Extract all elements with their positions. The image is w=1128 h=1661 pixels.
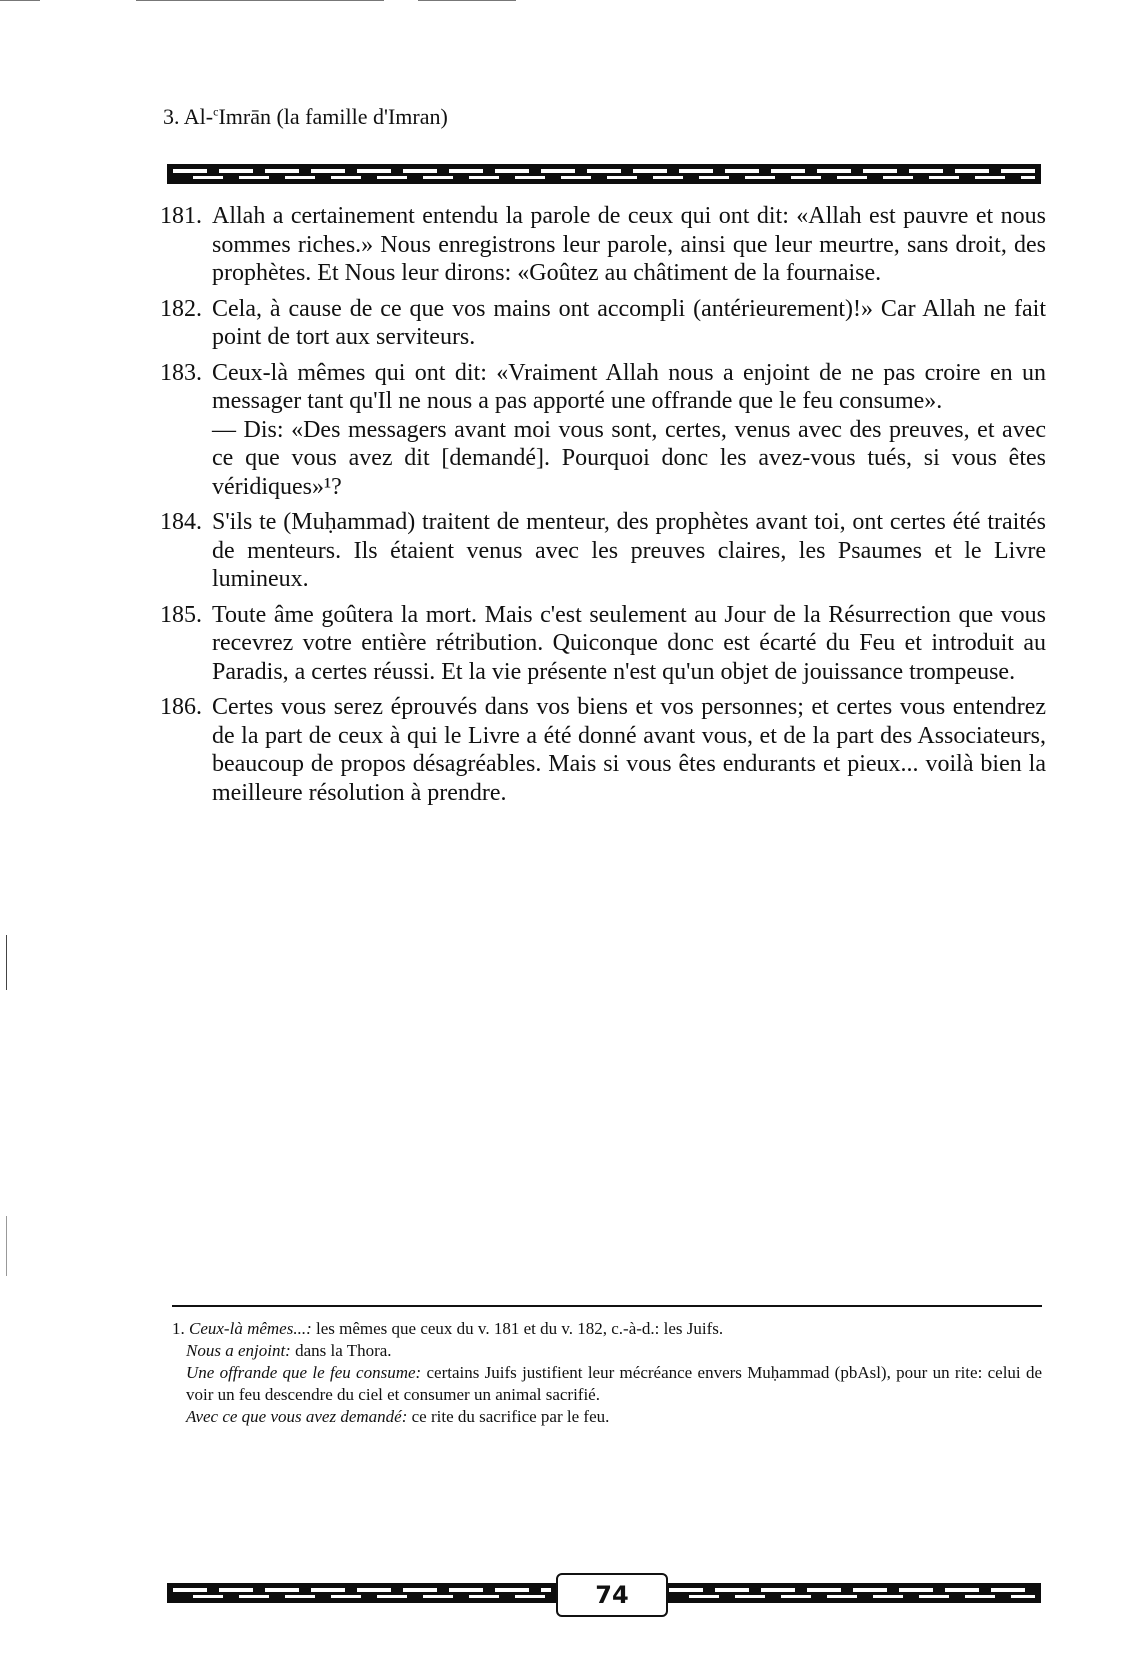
verse-item <box>160 693 1046 807</box>
verse-text <box>212 202 1046 288</box>
scan-edge-mark <box>6 935 7 990</box>
verse-paragraph: — Dis: «Des messagers avant moi vous sont, certes, venus avec des preuves, et avec ce que vous avez dit [demandé]. Pourquoi donc les avez-vous tués, si vous êtes véridiques»¹? <box>212 416 1046 500</box>
footnote-line <box>172 1406 1042 1428</box>
verse-number: 186. <box>160 694 202 720</box>
verse-text <box>212 295 1046 352</box>
verse-item <box>160 508 1046 594</box>
verse-text <box>212 508 1046 594</box>
verse-paragraph: Cela, à cause de ce que vos mains ont accompli (antérieurement)!» Car Allah ne fait point de tort aux serviteurs. <box>212 295 1046 350</box>
verse-item <box>160 601 1046 687</box>
verse-number: 184. <box>160 509 202 535</box>
page-number: 74 <box>556 1573 668 1617</box>
verse-number: 183. <box>160 359 202 386</box>
verse-number: 182. <box>160 295 202 322</box>
footnote-term: Nous a enjoint: <box>186 1341 291 1360</box>
scan-edge-mark <box>418 0 516 1</box>
running-head <box>163 104 448 130</box>
scan-edge-mark <box>136 0 384 1</box>
verse-text <box>212 693 1046 807</box>
verse-paragraph: Certes vous serez éprouvés dans vos biens et vos personnes; et certes vous entendrez de la part de ceux à qui le Livre a été donné avant vous, et de la part des Associateurs, beaucoup de propos désagréables. Mais si vous êtes endurants et pieux... voilà bien la meilleure résolution à prendre. <box>212 694 1046 806</box>
verse-text <box>212 359 1046 502</box>
footnote-text: certains Juifs justifient leur mécréance envers Muḥammad (pbAsl), pour un rite: celui de voir un feu descendre du ciel et consumer un animal sacrifié. <box>186 1363 1042 1404</box>
footnote-term: Une offrande que le feu consume: <box>186 1363 422 1382</box>
footnote-rule <box>172 1305 1042 1307</box>
verse-text <box>212 601 1046 687</box>
footnote-line <box>172 1362 1042 1406</box>
footnotes <box>172 1318 1042 1428</box>
footnote-line <box>172 1340 1042 1362</box>
verse-item <box>160 295 1046 352</box>
footnote-term: Avec ce que vous avez demandé: <box>186 1407 408 1426</box>
verse-paragraph: S'ils te (Muḥammad) traitent de menteur, des prophètes avant toi, ont certes été traités de menteurs. Ils étaient venus avec les preuves claires, les Psaumes et le Livre lumineux. <box>212 509 1046 592</box>
verse-paragraph: Toute âme goûtera la mort. Mais c'est seulement au Jour de la Résurrection que vous recevrez votre entière rétribution. Quiconque donc est écarté du Feu et introduit au Paradis, a certes réussi. Et la vie présente n'est qu'un objet de jouissance trompeuse. <box>212 601 1046 685</box>
verse-list <box>160 202 1046 814</box>
ornamental-border-bottom-right <box>663 1583 1041 1603</box>
verse-paragraph: Ceux-là mêmes qui ont dit: «Vraiment Allah nous a enjoint de ne pas croire en un messager tant qu'Il ne nous a pas apporté une offrande que le feu consume». <box>212 359 1046 414</box>
verse-paragraph: Allah a certainement entendu la parole de ceux qui ont dit: «Allah est pauvre et nous sommes riches.» Nous enregistrons leur parole, ainsi que leur meurtre, sans droit, des prophètes. Et Nous leur dirons: «Goûtez au châtiment de la fournaise. <box>212 203 1046 286</box>
verse-number: 185. <box>160 601 202 628</box>
footnote-text: les mêmes que ceux du v. 181 et du v. 182, c.-à-d.: les Juifs. <box>311 1319 724 1338</box>
ornamental-border-top <box>167 164 1041 184</box>
running-head-title: Imrān (la famille d'Imran) <box>218 104 448 129</box>
verse-item <box>160 202 1046 288</box>
footnote-marker: 1. <box>172 1319 189 1338</box>
footnote-term: Ceux-là mêmes...: <box>189 1319 312 1338</box>
verse-item <box>160 359 1046 502</box>
scan-edge-mark <box>0 0 40 1</box>
running-head-sup: c <box>213 104 219 119</box>
verse-number: 181. <box>160 203 202 229</box>
running-head-prefix: 3. Al- <box>163 104 214 129</box>
ornamental-border-bottom-left <box>167 1583 557 1603</box>
scan-edge-mark <box>6 1216 7 1276</box>
footnote-text: dans la Thora. <box>290 1341 392 1360</box>
footnote-line <box>172 1318 1042 1340</box>
footnote-text: ce rite du sacrifice par le feu. <box>407 1407 610 1426</box>
